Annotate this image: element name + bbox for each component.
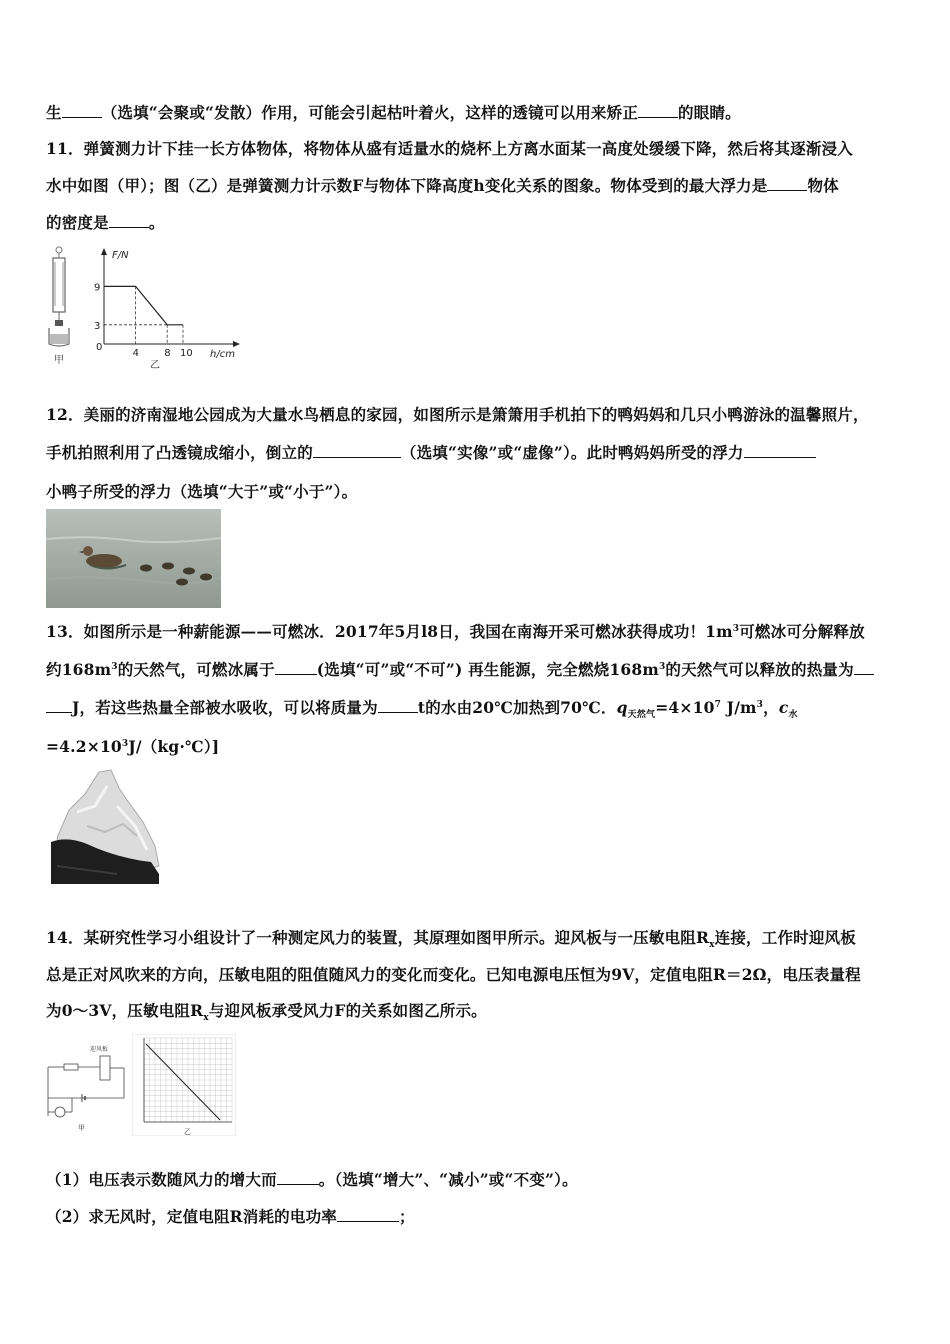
combustible-ice-photo xyxy=(47,766,165,888)
x-tick-label: 4 xyxy=(132,348,139,359)
q12-line-3: 小鸭子所受的浮力（选填“大于”或“小于”）。 xyxy=(46,482,358,501)
y-tick-label: 9 xyxy=(94,282,101,294)
x-tick-label: 10 xyxy=(180,348,193,359)
answer-blank[interactable] xyxy=(313,443,401,458)
force-height-chart xyxy=(88,244,248,369)
q12-line-2: 手机拍照利用了凸透镜成缩小，倒立的 （选填“实像”或“虚像”）。此时鸭妈妈所受的浮力 xyxy=(46,441,816,463)
q14-line-1: 14．某研究性学习小组设计了一种测定风力的装置，其原理如图甲所示。迎风板与一压敏电阻$R_x$连接，工作时迎风板 xyxy=(46,928,856,951)
figure-label-board: 迎风板 xyxy=(90,1046,109,1053)
y-tick-label: 3 xyxy=(94,320,101,332)
spring-scale-figure xyxy=(44,244,74,366)
figure-label-jia: 甲 xyxy=(54,355,64,366)
q14-part-1: （1）电压表示数随风力的增大而 。（选填“增大”、“减小”或“不变”）。 xyxy=(46,1170,578,1189)
x-axis-label: h/cm xyxy=(210,349,235,360)
q11-line-1: 11．弹簧测力计下挂一长方体物体，将物体从盛有适量水的烧杯上方离水面某一高度处缓缓下降，然后将其逐渐浸入 xyxy=(46,139,853,158)
q13-line-1: 13．如图所示是一种薪能源——可燃冰．2017年5月l8日，我国在南海开采可燃冰获得成功！$1m^3$可燃冰可分解释放 xyxy=(46,622,865,641)
answer-blank[interactable] xyxy=(767,176,807,191)
x-tick-label: 8 xyxy=(164,348,171,359)
circuit-diagram xyxy=(44,1042,128,1134)
force-curve xyxy=(104,286,183,324)
origin-label: 0 xyxy=(96,342,103,353)
answer-blank[interactable] xyxy=(638,103,678,118)
q11-line-2: 水中如图（甲）；图（乙）是弹簧测力计示数F与物体下降高度h变化关系的图象。物体受到的最大浮力是 物体 xyxy=(46,176,839,195)
answer-blank[interactable] xyxy=(744,443,816,458)
answer-blank[interactable] xyxy=(62,103,102,118)
q13-line-2: 约$168m^3$的天然气，可燃冰属于 (选填“可”或“不可”) 再生能源，完全燃烧$168m^3$的天然气可以释放的热量为 xyxy=(46,658,874,680)
answer-blank[interactable] xyxy=(109,213,149,228)
q13-line-3: J，若这些热量全部被水吸收，可以将质量为 t的水由20℃加热到70℃．$q_{天然气}=4\times 10^7$ $J/m^3$，$c_水$ xyxy=(46,696,798,720)
answer-blank[interactable] xyxy=(337,1207,399,1222)
q12-line-1: 12．美丽的济南湿地公园成为大量水鸟栖息的家园，如图所示是箫箫用手机拍下的鸭妈妈和几只小鸭游泳的温馨照片， xyxy=(46,405,869,424)
figure-label-yi: 乙 xyxy=(150,360,160,369)
answer-blank[interactable] xyxy=(378,698,418,713)
q13-line-4: $=4.2\times 10^3J/(kg\cdot℃)$] xyxy=(46,737,220,756)
figure-label-yi: 乙 xyxy=(184,1128,191,1136)
answer-blank[interactable] xyxy=(854,660,874,675)
rx-force-chart xyxy=(132,1034,236,1136)
answer-blank[interactable] xyxy=(277,1170,319,1185)
q11-line-3: 的密度是 。 xyxy=(46,213,165,232)
figure-label-jia: 甲 xyxy=(78,1124,85,1132)
q10-line-1: 生 （选填“会聚或“发散）作用，可能会引起枯叶着火，这样的透镜可以用来矫正 的眼睛。 xyxy=(46,103,741,122)
answer-blank[interactable] xyxy=(275,660,317,675)
q14-part-2: （2）求无风时，定值电阻R消耗的电功率 ； xyxy=(46,1207,415,1226)
y-axis-label: F/N xyxy=(112,250,129,261)
x-axis-arrow xyxy=(233,341,240,347)
q14-line-3: 为0～3V，压敏电阻$R_x$与迎风板承受风力F的关系如图乙所示。 xyxy=(46,1001,487,1024)
y-axis-arrow xyxy=(101,248,107,255)
q14-line-2: 总是正对风吹来的方向，压敏电阻的阻值随风力的变化而变化。已知电源电压恒为9V，定值电阻R＝2Ω，电压表量程 xyxy=(46,965,861,984)
ducks-photo xyxy=(46,509,221,608)
answer-blank[interactable] xyxy=(46,698,72,713)
